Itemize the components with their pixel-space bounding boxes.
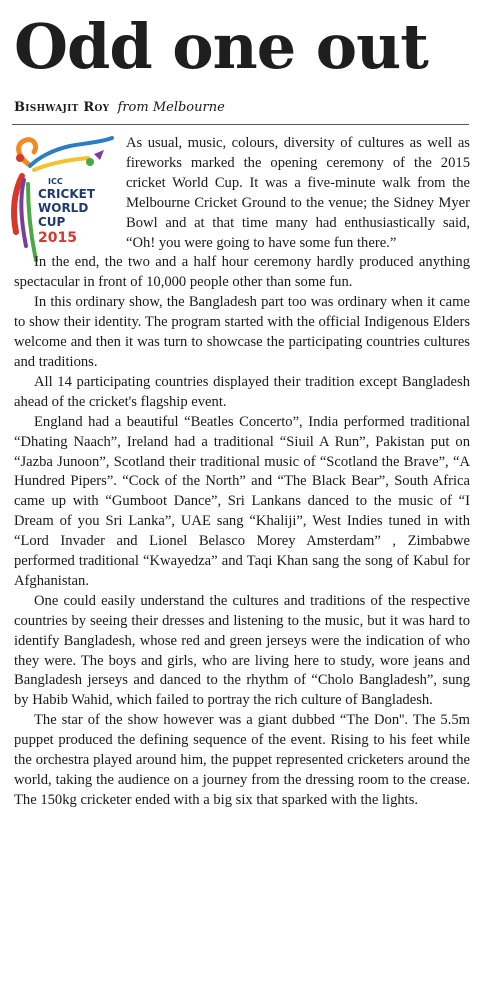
- byline-location: from Melbourne: [117, 100, 225, 115]
- logo-float-space: [14, 134, 124, 252]
- logo-text-icc: ICC: [48, 177, 63, 186]
- byline: [14, 100, 225, 116]
- logo-text-cricket: CRICKET: [38, 187, 95, 201]
- byline-author: Bishwajit Roy: [14, 100, 110, 115]
- headline: Odd one out: [14, 10, 428, 83]
- logo-text-cup: CUP: [38, 215, 66, 229]
- logo-text-world: WORLD: [38, 201, 89, 215]
- article-paragraph-6: One could easily understand the cultures and traditions of the respective countries by seeing their dresses and listening to the music, but it was hard to identify Bangladesh, whose red and green jerseys were the indication of who they were. The boys and girls, who are living here to study, wore jeans and Bangladesh jerseys and danced to the rhythm of “Cholo Bangladesh”, sung by Habib Wahid, which failed to portray the rich culture of Bangladesh.: [14, 592, 470, 709]
- byline-divider: [12, 124, 469, 125]
- article-paragraph-7: The star of the show however was a giant dubbed “The Don''. The 5.5m puppet produced the defining sequence of the event. Rising to his feet while the orchestra played around him, the puppet represented cricketers around the world, taking the audience on a journey from the dressing room to the crease. The 150kg cricketer ended with a big six that sparked with the lights.: [14, 712, 470, 808]
- logo-text-year: 2015: [38, 230, 77, 246]
- article-paragraph-2: In the end, the two and a half hour ceremony hardly produced anything spectacular in front of 10,000 people other than some fun.: [14, 254, 470, 291]
- article-paragraph-1: As usual, music, colours, diversity of cultures as well as fireworks marked the opening ceremony of the 2015 cricket World Cup. It was a five-minute walk from the Melbourne Cricket Ground to the venue; the Sidney Myer Bowl and at that time many had enthusiastically said, “Oh! you were going to have some fun there.”: [126, 135, 470, 251]
- article-paragraph-3: In this ordinary show, the Bangladesh part too was ordinary when it came to show their identity. The program started with the official Indigenous Elders welcome and then it was turn to showcase the participating countries cultures and traditions.: [14, 294, 470, 370]
- article-body: [14, 134, 470, 811]
- article-paragraph-5: England had a beautiful “Beatles Concerto”, India performed traditional “Dhating Naach”, Ireland had a traditional “Siuil A Run”, Pakistan put on “Jazba Junoon”, Scotland their traditional music of “Scotland the Brave”, “A Hundred Pipers”. “Cock of the North” and “The Black Bear”, South Africa came up with “Gumboot Dance”, Sri Lankans danced to the music of “I Dream of you Sri Lanka”, UAE sang “Khaliji”, West Indies tuned in with “Lord Invader and Lionel Belasco Morey Amsterdam” , Zimbabwe performed traditional “Kwayedza” and Taqi Khan sang the song of Kabul for Afghanistan.: [14, 413, 470, 589]
- article-paragraph-4: All 14 participating countries displayed their tradition except Bangladesh ahead of the cricket's flagship event.: [14, 373, 470, 410]
